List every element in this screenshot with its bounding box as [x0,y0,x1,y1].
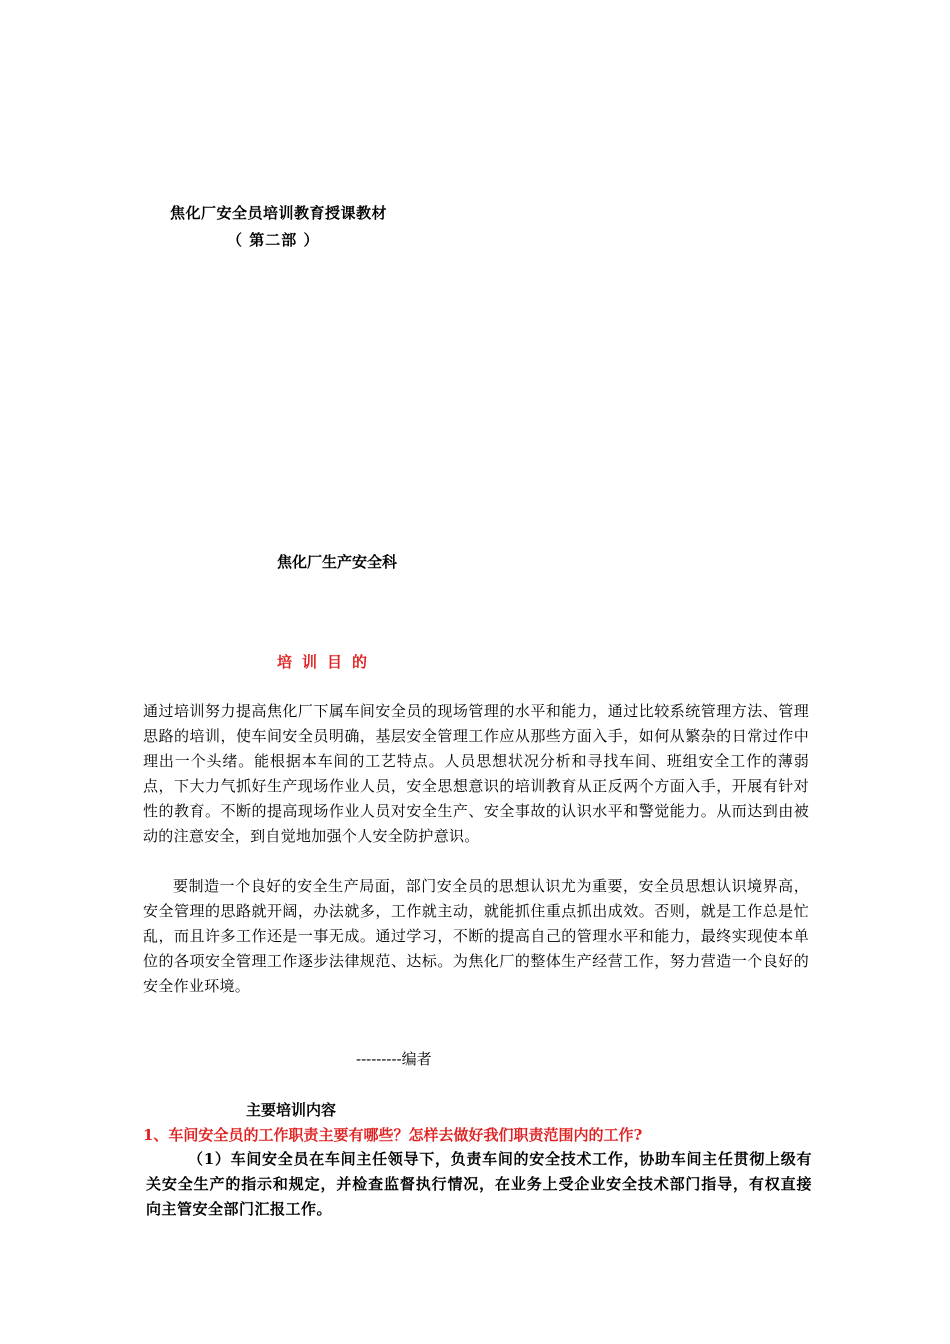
document-title: 焦化厂安全员培训教育授课教材 [170,204,388,222]
training-purpose-heading: 培训目的 [277,653,378,671]
purpose-paragraph-2: 要制造一个良好的安全生产局面，部门安全员的思想认识尤为重要，安全员思想认识境界高，安全管理的思路就开阔，办法就多，工作就主动，就能抓住重点抓出成效。否则，就是工作总是忙乱，而且许多工作还是一事无成。通过学习，不断的提高自己的管理水平和能力，最终实现使本单位的各项安全管理工作逐步法律规范、达标。为焦化厂的整体生产经营工作，努力营造一个良好的安全作业环境。 [143,877,809,995]
question-1: 1、车间安全员的工作职责主要有哪些？怎样去做好我们职责范围内的工作? [143,1126,643,1144]
document-subtitle: （ 第二部 ） [227,231,320,249]
editor-signature: ---------编者 [356,1050,432,1068]
answer-1: （1）车间安全员在车间主任领导下，负责车间的安全技术工作，协助车间主任贯彻上级有关安全生产的指示和规定，并检查监督执行情况，在业务上受企业安全技术部门指导，有权直接向主管安全部门汇报工作。 [146,1150,812,1218]
department-name: 焦化厂生产安全科 [277,553,398,571]
main-content-heading: 主要培训内容 [246,1101,337,1119]
purpose-paragraph-1: 通过培训努力提高焦化厂下属车间安全员的现场管理的水平和能力，通过比较系统管理方法、管理思路的培训，使车间安全员明确，基层安全管理工作应从那些方面入手，如何从繁杂的日常过作中理出一个头绪。能根据本车间的工艺特点。人员思想状况分析和寻找车间、班组安全工作的薄弱点，下大力气抓好生产现场作业人员，安全思想意识的培训教育从正反两个方面入手，开展有针对性的教育。不断的提高现场作业人员对安全生产、安全事故的认识水平和警觉能力。从而达到由被动的注意安全，到自觉地加强个人安全防护意识。 [143,702,809,845]
